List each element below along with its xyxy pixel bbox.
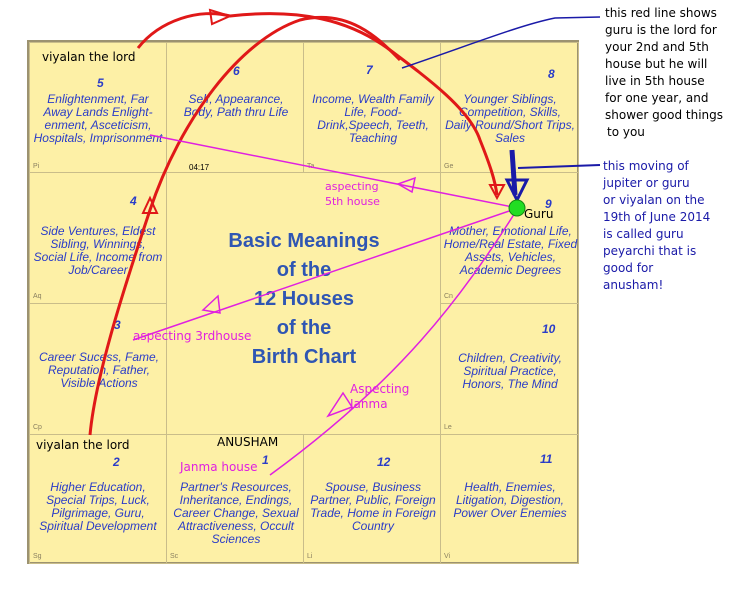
title-line: Basic Meanings: [228, 230, 380, 252]
note-line: this moving of: [603, 159, 689, 173]
note-line: for one year, and: [605, 91, 709, 105]
guru-planet-dot: [509, 200, 525, 216]
aspecting-janma-label: [350, 382, 409, 412]
sign-label: Li: [307, 553, 313, 560]
sign-label: Le: [444, 424, 452, 431]
note-line: good for: [603, 261, 654, 275]
note-line: house but he will: [605, 57, 708, 71]
house-description: Partner's Resources, Inheritance, Endings, Career Change, Sexual Attractiveness, Occult Sciences: [173, 480, 299, 546]
viyalan-label-bottom: viyalan the lord: [36, 438, 130, 452]
house-description: Health, Enemies, Litigation, Digestion, Power Over Enemies: [453, 480, 567, 520]
house-number: 12: [377, 455, 391, 469]
note-line: peyarchi that is: [603, 244, 697, 258]
house-description: Higher Education, Special Trips, Luck, Pilgrimage, Guru, Spiritual Development: [39, 480, 157, 533]
sign-label: Ge: [444, 163, 454, 170]
house-number: 10: [542, 322, 556, 336]
magenta-arrowhead-5th: [398, 178, 415, 192]
house-description: Self, Appearance, Body, Path thru Life: [183, 92, 289, 119]
note-line: anusham!: [603, 278, 664, 292]
aspecting-5th-label: [325, 179, 380, 209]
house-number: 5: [97, 76, 104, 90]
guru-label: Guru: [524, 207, 554, 221]
aspecting-5th-line1: aspecting: [325, 180, 379, 193]
magenta-line-janma: [270, 208, 518, 475]
red-line-note: [605, 5, 750, 141]
house-description: Children, Creativity, Spiritual Practice, Honors, The Mind: [458, 351, 562, 391]
house-description: Side Ventures, Eldest Sibling, Winnings, Social Life, Income from Job/Career: [33, 224, 163, 277]
sign-label: Pi: [33, 163, 40, 170]
house-description: Spouse, Business Partner, Public, Foreign Trade, Home in Foreign Country: [310, 480, 436, 533]
sign-label: Aq: [33, 293, 42, 300]
sign-label: Cp: [33, 424, 42, 431]
magenta-line-3rd: [133, 208, 518, 340]
note-line: jupiter or guru: [603, 176, 690, 190]
note-line: this red line shows: [605, 6, 717, 20]
house-number: 8: [548, 67, 555, 81]
house-description: Enlightenment, Far Away Lands Enlight-enment, Asceticism, Hospitals, Imprisonment: [33, 92, 163, 145]
sign-label: Sc: [170, 553, 179, 560]
house-description: Mother, Emotional Life, Home/Real Estate, Fixed Assets, Vehicles, Academic Degrees: [443, 224, 578, 277]
note-line: to you: [607, 125, 645, 139]
house-description: Income, Wealth Family Life, Food-Drink,Speech, Teeth, Teaching: [312, 92, 434, 145]
house-number: 11: [540, 452, 553, 466]
blue-line-note: [402, 17, 600, 68]
house-number: 1: [262, 453, 269, 467]
title-line: 12 Houses: [253, 288, 355, 310]
note-line: your 2nd and 5th: [605, 40, 709, 54]
note-line: live in 5th house: [605, 74, 705, 88]
janma-house-label: Janma house: [180, 460, 258, 474]
jupiter-note: [603, 158, 749, 294]
aspecting-3rd-label: aspecting 3rdhouse: [133, 329, 252, 343]
title-line: Birth Chart: [251, 346, 357, 368]
house-number: 6: [233, 64, 240, 78]
anusham-label: ANUSHAM: [217, 435, 279, 449]
viyalan-label-top: viyalan the lord: [42, 50, 136, 64]
house-description: Younger Siblings, Competition, Skills, Daily Round/Short Trips, Sales: [445, 92, 575, 145]
house-number: 3: [114, 318, 121, 332]
house-number: 2: [113, 455, 120, 469]
note-line: is called guru: [603, 227, 684, 241]
house-description: Career Sucess, Fame, Reputation, Father, Visible Actions: [38, 350, 160, 390]
title-line: of the: [276, 259, 332, 281]
sign-label: Vi: [444, 553, 451, 560]
house-number: 9: [545, 197, 552, 211]
title-line: of the: [276, 317, 332, 339]
note-line: 19th of June 2014: [603, 210, 711, 224]
aspecting-janma-line1: Aspecting: [350, 382, 410, 396]
time-label: 04:17: [189, 163, 210, 172]
sign-label: Cn: [444, 293, 453, 300]
house-number: 7: [366, 63, 373, 77]
aspecting-5th-line2: 5th house: [325, 195, 380, 208]
sign-label: Sg: [33, 553, 42, 560]
aspecting-janma-line2: Janma: [350, 397, 388, 411]
note-line: or viyalan on the: [603, 193, 705, 207]
house-number: 4: [130, 194, 137, 208]
sign-label: Ta: [307, 163, 315, 170]
blue-line-jupiter: [518, 165, 600, 168]
note-line: guru is the lord for: [605, 23, 717, 37]
red-arrow-arc-left: [90, 17, 400, 435]
note-line: shower good things: [605, 108, 723, 122]
